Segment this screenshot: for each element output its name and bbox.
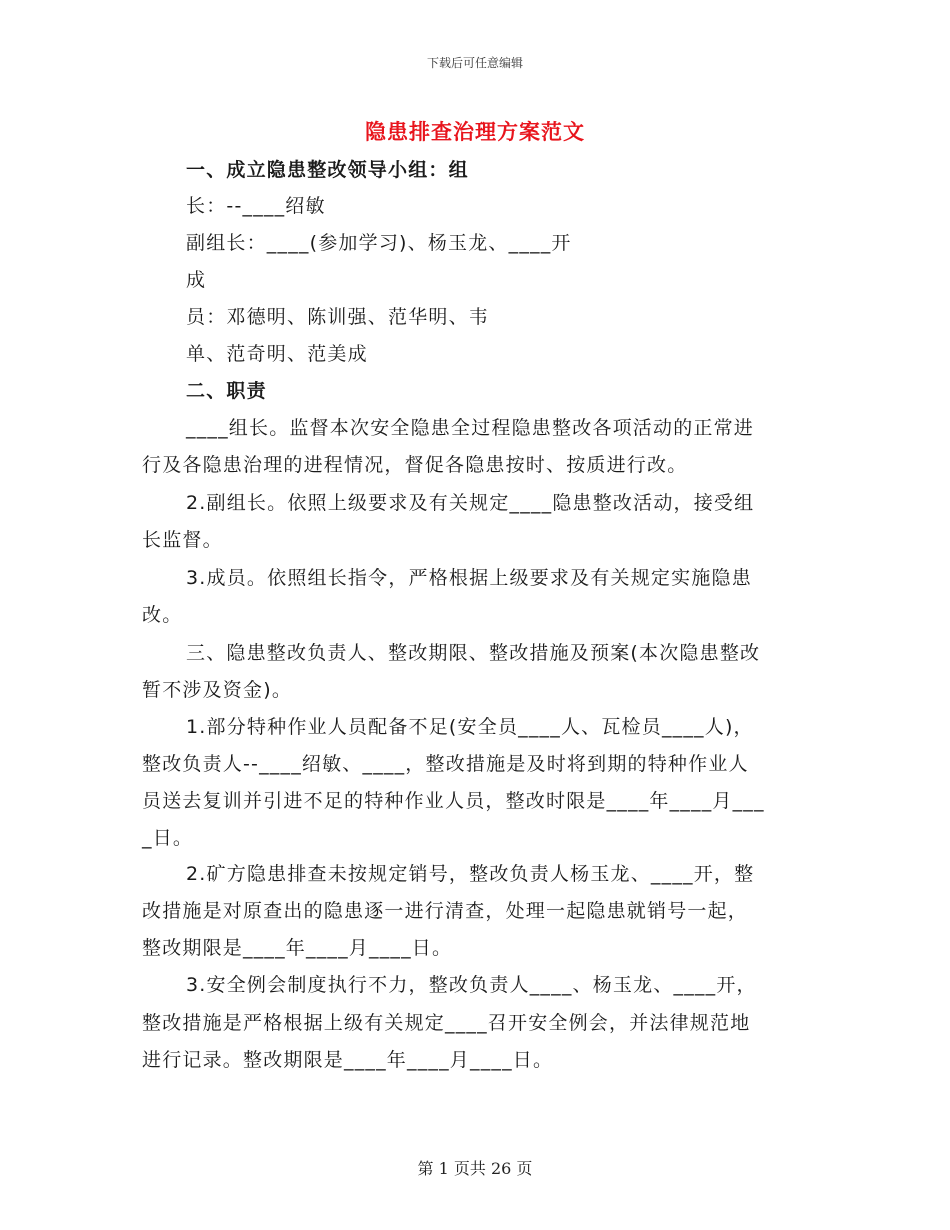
body-line: 整改措施是严格根据上级有关规定____召开安全例会，并法律规范地 bbox=[142, 1012, 751, 1034]
body-line: 整改负责人--____绍敏、____，整改措施是及时将到期的特种作业人 bbox=[142, 753, 749, 775]
body-line: 暂不涉及资金)。 bbox=[142, 679, 293, 701]
page-header: 下载后可任意编辑 bbox=[426, 56, 523, 70]
body-line: 员：邓德明、陈训强、范华明、韦 bbox=[186, 306, 490, 328]
body-line: 单、范奇明、范美成 bbox=[186, 343, 368, 365]
body-line: 员送去复训并引进不足的特种作业人员，整改时限是____年____月___ bbox=[142, 790, 765, 812]
body-line: 改措施是对原查出的隐患逐一进行清查，处理一起隐患就销号一起， bbox=[142, 900, 749, 922]
body-line: 2.副组长。依照上级要求及有关规定____隐患整改活动，接受组 bbox=[186, 492, 755, 514]
body-line: ____组长。监督本次安全隐患全过程隐患整改各项活动的正常进 bbox=[186, 417, 755, 439]
body-line: _日。 bbox=[142, 827, 194, 849]
body-line: 三、隐患整改负责人、整改期限、整改措施及预案(本次隐患整改 bbox=[186, 642, 761, 664]
section-heading-1: 一、成立隐患整改领导小组：组 bbox=[186, 159, 469, 181]
body-line: 副组长：____(参加学习)、杨玉龙、____开 bbox=[186, 232, 572, 254]
body-line: 2.矿方隐患排查未按规定销号，整改负责人杨玉龙、____开，整 bbox=[186, 863, 755, 885]
body-line: 行及各隐患治理的进程情况，督促各隐患按时、按质进行改。 bbox=[142, 454, 688, 476]
body-line: 改。 bbox=[142, 604, 183, 626]
body-line: 成 bbox=[186, 269, 207, 291]
body-line: 长：--____绍敏 bbox=[186, 195, 326, 217]
body-line: 进行记录。整改期限是____年____月____日。 bbox=[142, 1049, 554, 1071]
body-line: 1.部分特种作业人员配备不足(安全员____人、瓦检员____人)， bbox=[186, 716, 754, 738]
body-line: 长监督。 bbox=[142, 529, 223, 551]
section-heading-2: 二、职责 bbox=[186, 380, 267, 402]
body-line: 3.安全例会制度执行不力，整改负责人____、杨玉龙、____开， bbox=[186, 974, 757, 996]
body-line: 3.成员。依照组长指令，严格根据上级要求及有关规定实施隐患 bbox=[186, 567, 752, 589]
page-footer: 第 1 页共 26 页 bbox=[417, 1159, 533, 1178]
document-title: 隐患排查治理方案范文 bbox=[365, 120, 585, 144]
body-line: 整改期限是____年____月____日。 bbox=[142, 937, 453, 959]
